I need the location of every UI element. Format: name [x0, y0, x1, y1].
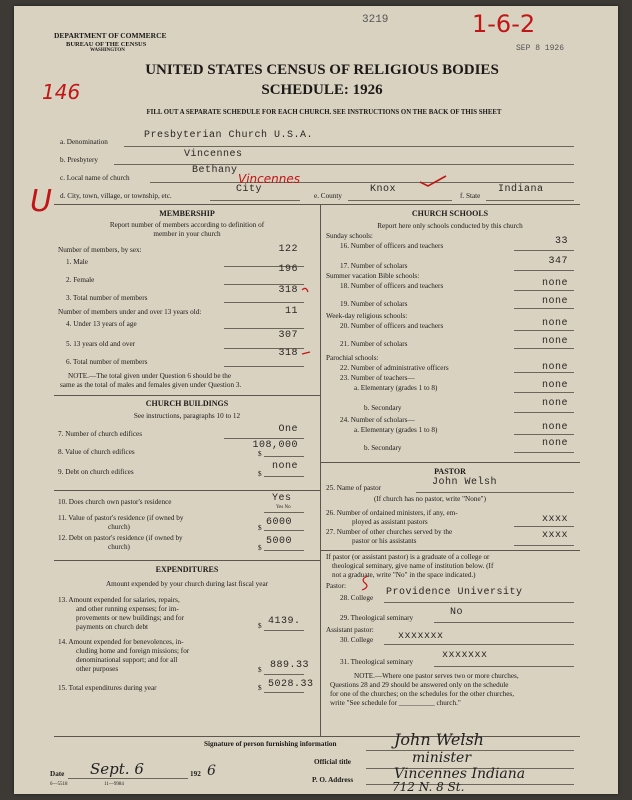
- q28-label: 28. College: [340, 594, 374, 602]
- q23b-label: b. Secondary: [364, 404, 402, 412]
- presbytery-value: Vincennes: [184, 149, 243, 160]
- dollar-sign: $: [258, 622, 262, 630]
- weekday-schools-label: Week-day religious schools:: [326, 312, 408, 320]
- form-code: 6—5518: [50, 782, 68, 787]
- q20-label: 20. Number of officers and teachers: [340, 322, 444, 330]
- po-address-value: Vincennes Indiana: [394, 766, 526, 782]
- graduate-instruction-2: theological seminary, give name of institution below. (If: [332, 562, 494, 570]
- residence-debt-value: 5000: [266, 536, 293, 547]
- parochial-elem-scholars-value: none: [541, 422, 568, 433]
- sunday-teachers-value: 33: [554, 236, 568, 247]
- q16-label: 16. Number of officers and teachers: [340, 242, 444, 250]
- q13-label: 13. Amount expended for salaries, repairs,: [58, 596, 180, 604]
- assistant-seminary-value: xxxxxxx: [442, 650, 488, 661]
- dollar-sign: $: [258, 470, 262, 478]
- dollar-sign: $: [258, 666, 262, 674]
- assistant-college-value: xxxxxxx: [398, 631, 444, 642]
- q12-label-cont: church): [108, 543, 130, 551]
- q14-label-3: denominational support; and for all: [76, 656, 178, 664]
- dollar-sign: $: [258, 684, 262, 692]
- official-title-value: minister: [412, 750, 472, 766]
- pastor-note-4: write "See schedule for __________ church.": [330, 699, 461, 707]
- total-members-by-sex-value: 318: [278, 285, 298, 296]
- q25-label: 25. Name of pastor: [326, 484, 382, 492]
- q30-label: 30. College: [340, 636, 374, 644]
- form-serial-number: 3219: [362, 14, 389, 26]
- department-name: DEPARTMENT OF COMMERCE: [54, 31, 167, 40]
- q7-label: 7. Number of church edifices: [58, 430, 143, 438]
- signature-value: John Welsh: [394, 730, 484, 749]
- church-schools-intro: Report here only schools conducted by this church: [377, 222, 523, 230]
- yes-no-options: Yes No: [276, 505, 291, 510]
- po-address-label: P. O. Address: [312, 776, 354, 784]
- parochial-elem-teachers-value: none: [541, 380, 568, 391]
- sunday-scholars-value: 347: [548, 256, 568, 267]
- church-edifices-debt-value: none: [271, 461, 298, 472]
- parochial-sec-teachers-value: none: [541, 398, 568, 409]
- running-expenses-value: 4139.: [268, 616, 301, 627]
- female-members-value: 196: [278, 264, 298, 275]
- summer-scholars-value: none: [541, 296, 568, 307]
- residence-value: 6000: [266, 517, 293, 528]
- date-value: Sept. 6: [90, 760, 144, 778]
- form-code-2: 11—9984: [104, 782, 124, 787]
- state-label: f. State: [460, 192, 481, 200]
- dollar-sign: $: [258, 544, 262, 552]
- local-church-name-label: c. Local name of church: [60, 174, 130, 182]
- q24b-label: b. Secondary: [364, 444, 402, 452]
- graduate-instruction-1: If pastor (or assistant pastor) is a graduate of a college or: [326, 553, 490, 561]
- q24-label: 24. Number of scholars—: [340, 416, 415, 424]
- q14-label-2: cluding home and foreign missions; for: [76, 647, 190, 655]
- date-label: Date: [50, 770, 65, 778]
- red-register-number: 146: [42, 80, 81, 104]
- q21-label: 21. Number of scholars: [340, 340, 408, 348]
- parochial-sec-scholars-value: none: [541, 438, 568, 449]
- pastor-note-1: NOTE.—Where one pastor serves two or more churches,: [354, 672, 519, 680]
- membership-heading: MEMBERSHIP: [159, 209, 215, 218]
- q11-label: 11. Value of pastor's residence (if owned by: [58, 514, 184, 522]
- church-edifices-count-value: One: [278, 424, 298, 435]
- church-buildings-heading: CHURCH BUILDINGS: [145, 399, 229, 408]
- red-check-mark: [418, 174, 448, 188]
- buildings-instructions: See instructions, paragraphs 10 to 12: [133, 412, 241, 420]
- benevolences-value: 889.33: [270, 660, 310, 671]
- q11-label-cont: church): [108, 523, 130, 531]
- q10-label: 10. Does church own pastor's residence: [58, 498, 172, 506]
- church-edifices-value: 108,000: [252, 440, 298, 451]
- year-prefix: 192: [190, 770, 201, 778]
- expenditures-subheading: Amount expended by your church during last fiscal year: [105, 580, 269, 588]
- q8-label: 8. Value of church edifices: [58, 448, 135, 456]
- bureau-city: WASHINGTON: [90, 48, 125, 53]
- no-pastor-instruction: (If church has no pastor, write "None"): [374, 495, 486, 503]
- q27-label: 27. Number of other churches served by the: [326, 528, 453, 536]
- q13-label-3: provements or new buildings; and for: [76, 614, 184, 622]
- assistant-pastor-subheading: Assistant pastor:: [326, 626, 374, 634]
- denomination-label: a. Denomination: [60, 138, 108, 146]
- under-13-value: 11: [284, 306, 298, 317]
- red-scribble-mark: [358, 574, 372, 592]
- membership-note-2: same as the total of males and females given under Question 3.: [60, 381, 242, 389]
- schedule-title: SCHEDULE: 1926: [261, 82, 383, 98]
- weekday-scholars-value: none: [541, 336, 568, 347]
- red-city-annotation: Vincennes: [238, 172, 300, 186]
- red-margin-mark: U: [30, 184, 52, 219]
- expenditures-heading: EXPENDITURES: [155, 565, 219, 574]
- q24a-label: a. Elementary (grades 1 to 8): [354, 426, 438, 434]
- q29-label: 29. Theological seminary: [340, 614, 414, 622]
- q12-label: 12. Debt on pastor's residence (if owned by: [58, 534, 183, 542]
- pastor-college-value: Providence University: [386, 587, 523, 598]
- red-file-code: 1-6-2: [472, 10, 536, 38]
- other-churches-value: xxxx: [541, 530, 568, 541]
- members-by-sex-label: Number of members, by sex:: [58, 246, 142, 254]
- q15-label: 15. Total expenditures during year: [58, 684, 157, 692]
- form-title: UNITED STATES CENSUS OF RELIGIOUS BODIES: [145, 62, 499, 78]
- membership-note-1: NOTE.—The total given under Question 6 should be the: [68, 372, 232, 380]
- q2-label: 2. Female: [66, 276, 95, 284]
- q26-label-cont: ployed as assistant pastors: [352, 518, 428, 526]
- parochial-schools-label: Parochial schools:: [326, 354, 379, 362]
- county-label: e. County: [314, 192, 342, 200]
- q23-label: 23. Number of teachers—: [340, 374, 415, 382]
- owns-residence-value: Yes: [272, 493, 292, 504]
- parochial-admin-value: none: [541, 362, 568, 373]
- local-church-name-value: Bethany: [192, 165, 238, 176]
- membership-intro-2: member in your church: [153, 230, 221, 238]
- signature-label: Signature of person furnishing information: [204, 740, 337, 748]
- dollar-sign: $: [258, 450, 262, 458]
- q27-label-cont: pastor or his assistants: [352, 537, 417, 545]
- q13-label-2: and other running expenses; for im-: [76, 605, 179, 613]
- po-address-street-value: 712 N. 8 St.: [392, 780, 465, 794]
- q14-label: 14. Amount expended for benevolences, in-: [58, 638, 184, 646]
- q13-label-4: payments on church debt: [76, 623, 149, 631]
- pastor-note-3: for one of the churches; on the schedules for the other churches,: [330, 690, 515, 698]
- summer-schools-label: Summer vacation Bible schools:: [326, 272, 420, 280]
- q22-label: 22. Number of administrative officers: [340, 364, 449, 372]
- q6-label: 6. Total number of members: [66, 358, 148, 366]
- q18-label: 18. Number of officers and teachers: [340, 282, 444, 290]
- pastor-seminary-value: No: [450, 607, 464, 618]
- q23a-label: a. Elementary (grades 1 to 8): [354, 384, 438, 392]
- received-stamp-date: SEP 8 1926: [516, 44, 565, 53]
- q5-label: 5. 13 years old and over: [66, 340, 136, 348]
- over-13-value: 307: [278, 330, 298, 341]
- q14-label-4: other purposes: [76, 665, 119, 673]
- graduate-instruction-3: not a graduate, write "No" in the space indicated.): [332, 571, 476, 579]
- pastor-name-value: John Welsh: [432, 477, 498, 488]
- year-digit-value: 6: [207, 763, 216, 779]
- summer-teachers-value: none: [541, 278, 568, 289]
- fill-instruction: FILL OUT A SEPARATE SCHEDULE FOR EACH CHURCH. SEE INSTRUCTIONS ON THE BACK OF THIS SHEET: [146, 109, 502, 116]
- pastor-subheading: Pastor:: [326, 582, 346, 590]
- q19-label: 19. Number of scholars: [340, 300, 408, 308]
- q26-label: 26. Number of ordained ministers, if any, em-: [326, 509, 458, 517]
- city-label: d. City, town, village, or township, etc.: [60, 192, 172, 200]
- q31-label: 31. Theological seminary: [340, 658, 414, 666]
- q3-label: 3. Total number of members: [66, 294, 148, 302]
- sunday-schools-label: Sunday schools:: [326, 232, 373, 240]
- total-expenditures-value: 5028.33: [268, 679, 314, 690]
- assistant-pastors-value: xxxx: [541, 514, 568, 525]
- bureau-name: BUREAU OF THE CENSUS: [66, 41, 147, 48]
- presbytery-label: b. Presbytery: [60, 156, 98, 164]
- weekday-teachers-value: none: [541, 318, 568, 329]
- dollar-sign: $: [258, 524, 262, 532]
- q1-label: 1. Male: [66, 258, 88, 266]
- city-value: City: [236, 184, 263, 195]
- q4-label: 4. Under 13 years of age: [66, 320, 137, 328]
- red-tick-marks: [300, 282, 314, 372]
- official-title-label: Official title: [314, 758, 351, 766]
- q17-label: 17. Number of scholars: [340, 262, 408, 270]
- q9-label: 9. Debt on church edifices: [58, 468, 134, 476]
- denomination-value: Presbyterian Church U.S.A.: [144, 130, 314, 141]
- pastor-heading: PASTOR: [434, 467, 466, 476]
- state-value: Indiana: [498, 184, 544, 195]
- county-value: Knox: [370, 184, 397, 195]
- pastor-note-2: Questions 28 and 29 should be answered only on the schedule: [330, 681, 509, 689]
- total-members-by-age-value: 318: [278, 348, 298, 359]
- male-members-value: 122: [278, 244, 298, 255]
- church-schools-heading: CHURCH SCHOOLS: [411, 209, 489, 218]
- census-schedule-sheet: [14, 6, 618, 794]
- membership-intro-1: Report number of members according to definition of: [109, 221, 265, 229]
- age-group-label: Number of members under and over 13 years old:: [58, 308, 202, 316]
